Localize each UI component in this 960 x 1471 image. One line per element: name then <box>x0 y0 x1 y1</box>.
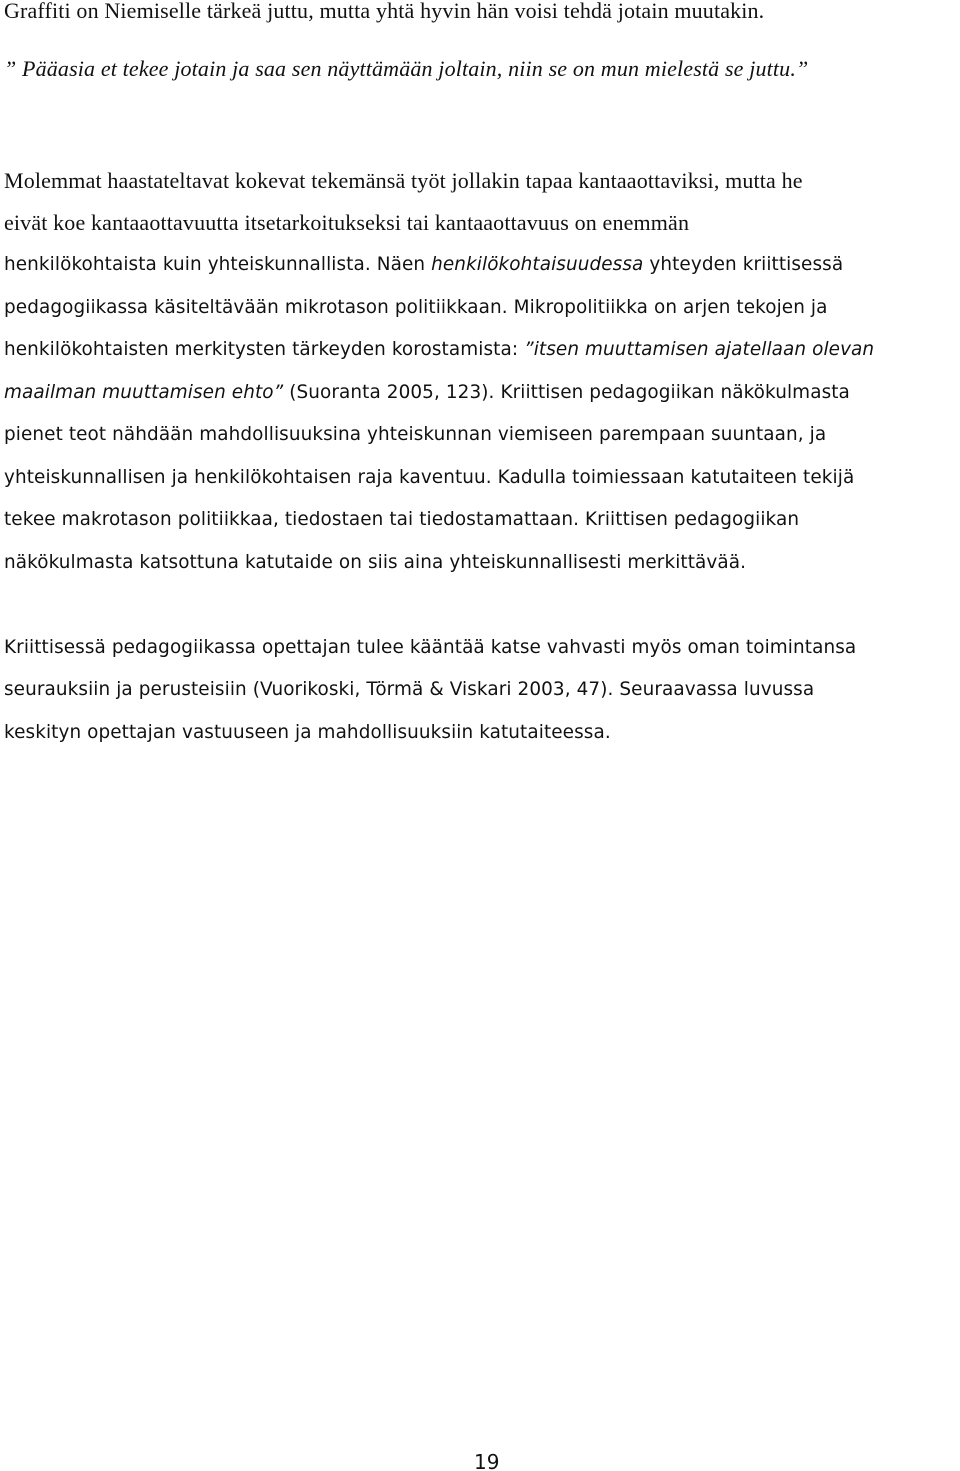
paragraph-line: pienet teot nähdään mahdollisuuksina yhteiskunnan viemiseen parempaan suuntaan, ja <box>4 424 827 445</box>
paragraph-line: näkökulmasta katsottuna katutaide on siis aina yhteiskunnallisesti merkittävää. <box>4 552 747 573</box>
paragraph-line <box>4 256 843 274</box>
text-run: henkilökohtaisten merkitysten tärkeyden korostamista: <box>4 339 525 360</box>
paragraph-line <box>4 384 850 402</box>
page-number: 19 <box>474 1450 500 1471</box>
text-run: (Suoranta 2005, 123). Kriittisen pedagogiikan näkökulmasta <box>283 382 850 403</box>
paragraph-line: seurauksiin ja perusteisiin (Vuorikoski, Törmä & Viskari 2003, 47). Seuraavassa luvussa <box>4 679 815 700</box>
paragraph-line: eivät koe kantaaottavuutta itsetarkoitukseksi tai kantaaottavuus on enemmän <box>4 210 690 235</box>
paragraph-line: Molemmat haastateltavat kokevat tekemänsä työt jollakin tapaa kantaaottaviksi, mutta he <box>4 168 803 193</box>
paragraph-line: yhteiskunnallisen ja henkilökohtaisen raja kaventuu. Kadulla toimiessaan katutaiteen tekijä <box>4 467 855 488</box>
emphasis-text: henkilökohtaisuudessa <box>431 254 644 275</box>
paragraph-line <box>4 341 874 359</box>
text-run: henkilökohtaista kuin yhteiskunnallista. Näen <box>4 254 432 275</box>
intro-line: Graffiti on Niemiselle tärkeä juttu, mutta yhtä hyvin hän voisi tehdä jotain muutakin. <box>4 0 765 23</box>
quotation-text: maailman muuttamisen ehto” <box>4 382 284 403</box>
paragraph-line: Kriittisessä pedagogiikassa opettajan tulee kääntää katse vahvasti myös oman toimintansa <box>4 637 857 658</box>
quotation-text: ”itsen muuttamisen ajatellaan olevan <box>524 339 875 360</box>
paragraph-line: pedagogiikassa käsiteltävään mikrotason politiikkaan. Mikropolitiikka on arjen tekojen ja <box>4 297 828 318</box>
interview-quote: ” Pääasia et tekee jotain ja saa sen näyttämään joltain, niin se on mun mielestä se juttu.” <box>4 56 809 81</box>
paragraph-line: tekee makrotason politiikkaa, tiedostaen tai tiedostamattaan. Kriittisen pedagogiikan <box>4 509 800 530</box>
paragraph-line: keskityn opettajan vastuuseen ja mahdollisuuksiin katutaiteessa. <box>4 722 611 743</box>
text-run: yhteyden kriittisessä <box>643 254 844 275</box>
